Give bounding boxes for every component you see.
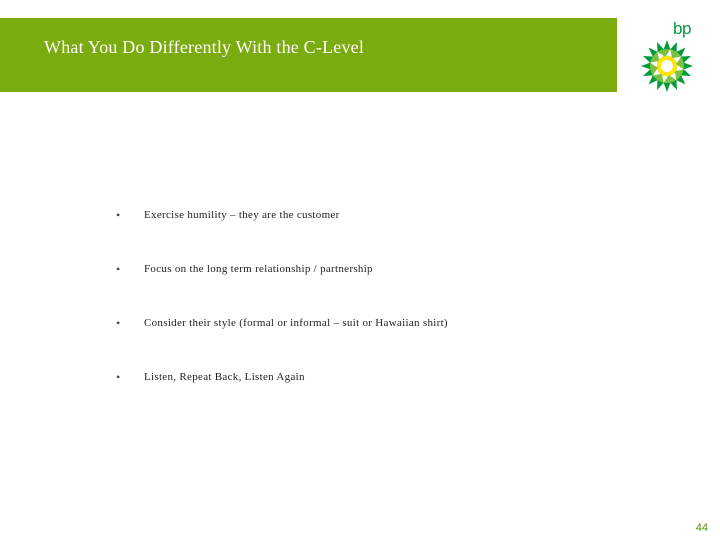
bullet-marker: • [116,262,121,276]
page-number: 44 [695,522,708,534]
slide-title: What You Do Differently With the C-Level [44,37,365,57]
bullet-text: Exercise humility – they are the customer [144,209,340,221]
bullet-text: Focus on the long term relationship / partnership [144,263,373,275]
bullet-marker: • [116,208,121,222]
bullet-text: Consider their style (formal or informal – suit or Hawaiian shirt) [144,317,448,329]
bp-logo-text: bp [673,19,691,38]
bullet-text: Listen, Repeat Back, Listen Again [144,371,305,383]
bullet-marker: • [116,316,121,330]
bullet-marker: • [116,370,121,384]
